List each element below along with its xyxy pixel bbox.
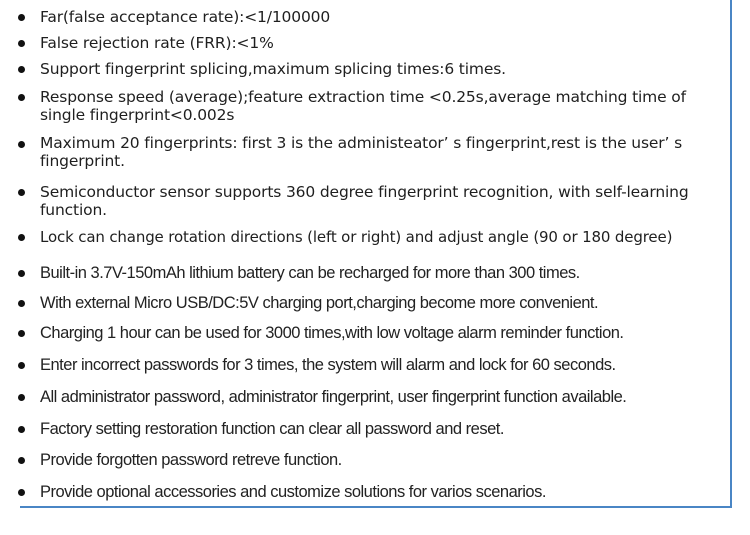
list-item-text: Far(false acceptance rate):<1/100000 [40,8,331,26]
bullet-icon [18,141,25,148]
bullet-icon [18,66,25,73]
bullet-icon [18,14,25,21]
list-item-text: Response speed (average);feature extraction time <0.25s,average matching time of single fingerprint<0.002s [40,88,686,124]
list-item-text: Support fingerprint splicing,maximum splicing times:6 times. [40,60,506,78]
list-item-text: With external Micro USB/DC:5V charging port,charging become more convenient. [40,294,599,312]
bullet-icon [18,362,25,369]
list-item-text: All administrator password, administrator fingerprint, user fingerprint function available. [40,388,627,406]
bullet-icon [18,270,25,277]
list-item-text: Provide optional accessories and customize solutions for varios scenarios. [40,483,546,501]
bullet-icon [18,40,25,47]
list-item-text: Charging 1 hour can be used for 3000 times,with low voltage alarm reminder function. [40,324,624,342]
bullet-icon [18,457,25,464]
bullet-icon [18,426,25,433]
list-item-text: False rejection rate (FRR):<1% [40,34,274,52]
bullet-icon [18,300,25,307]
list-item-text: Provide forgotten password retreve function. [40,451,342,469]
list-item-text: Lock can change rotation directions (left or right) and adjust angle (90 or 180 degree) [40,228,673,246]
list-item-text: Semiconductor sensor supports 360 degree fingerprint recognition, with self-learning function. [40,183,689,219]
bullet-icon [18,394,25,401]
bullet-icon [18,94,25,101]
bullet-icon [18,189,25,196]
bullet-icon [18,489,25,496]
bullet-icon [18,234,25,241]
list-item-text: Enter incorrect passwords for 3 times, the system will alarm and lock for 60 seconds. [40,356,616,374]
list-item-text: Factory setting restoration function can clear all password and reset. [40,420,504,438]
bullet-icon [18,330,25,337]
list-item-text: Maximum 20 fingerprints: first 3 is the administeator’ s fingerprint,rest is the user’ s fingerprint. [40,134,682,170]
list-item-text: Built-in 3.7V-150mAh lithium battery can be recharged for more than 300 times. [40,264,580,282]
